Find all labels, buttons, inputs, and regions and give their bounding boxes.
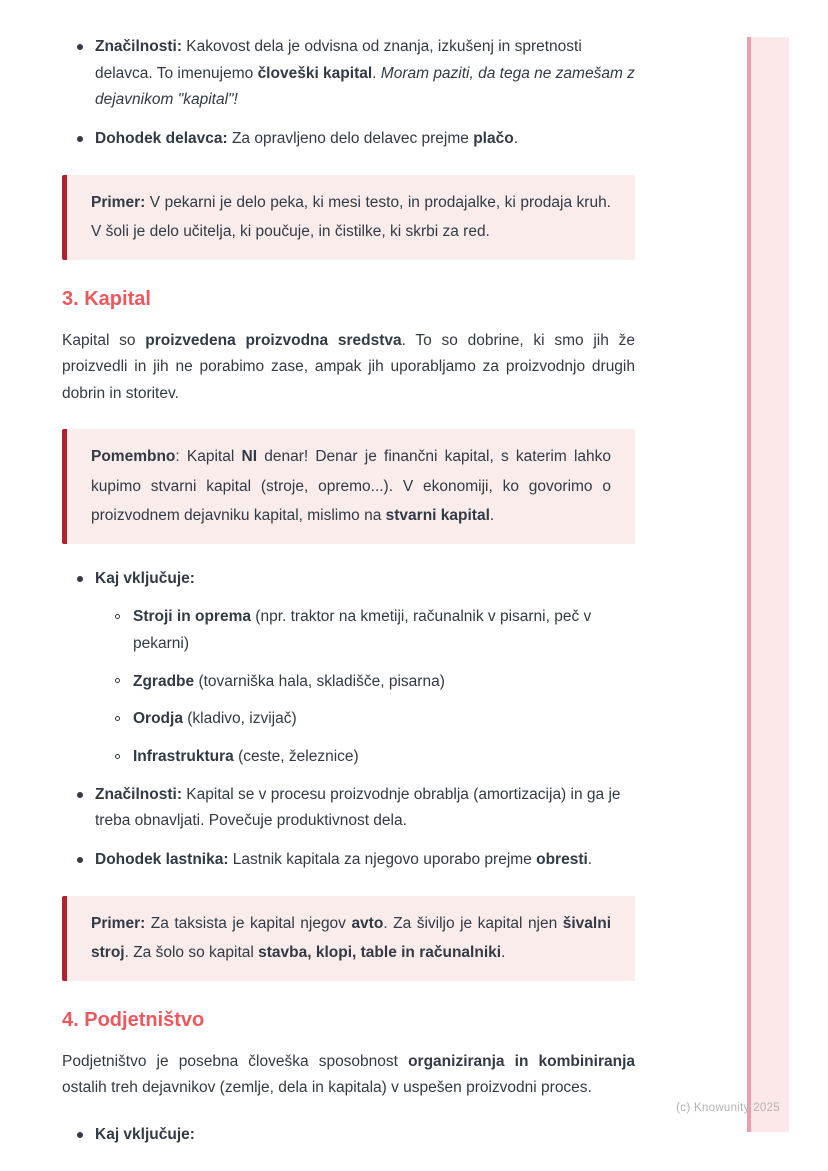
text-segment: . xyxy=(513,129,519,147)
callout-box xyxy=(62,429,635,543)
paragraph xyxy=(62,1049,635,1102)
circle-bullet-icon xyxy=(115,614,120,619)
text-segment: Pomembno xyxy=(91,448,176,466)
text-segment: Primer: xyxy=(91,193,146,211)
sub-list-item xyxy=(62,744,635,771)
text-segment: (npr. traktor na kmetiji, računalnik v pisarni, peč v pekarni) xyxy=(133,608,592,653)
text-segment: organiziranja in kombiniranja xyxy=(408,1052,635,1070)
sub-list-item xyxy=(62,706,635,733)
bullet-icon xyxy=(77,136,83,142)
list-item xyxy=(62,782,635,835)
text-segment: denar! Denar je finančni kapital, s katerim lahko kupimo stvarni kapital (stroje, opremo...). V ekonomiji, ko govorimo o proizvodnem dejavniku kapital, mislimo na xyxy=(91,448,612,525)
sub-list-item xyxy=(62,604,635,657)
text-segment: . xyxy=(501,944,506,962)
text-segment: Stroji in oprema xyxy=(133,608,251,626)
text-segment: Za taksista je kapital njegov xyxy=(145,914,352,932)
text-segment: Dohodek lastnika: xyxy=(95,851,229,869)
callout-text xyxy=(91,442,611,530)
callout-box xyxy=(62,175,635,260)
text-segment: . xyxy=(587,851,593,869)
text-segment: (ceste, železnice) xyxy=(233,748,359,766)
text-segment: . Za šolo so kapital xyxy=(124,944,259,962)
callout-text xyxy=(91,909,611,968)
text-segment: . Za šiviljo je kapital njen xyxy=(383,914,563,932)
circle-bullet-icon xyxy=(115,678,120,683)
text-segment: Podjetništvo je posebna človeška sposobnost xyxy=(62,1052,409,1070)
circle-bullet-icon xyxy=(115,754,120,759)
list-item xyxy=(62,34,635,114)
text-segment: Lastnik kapitala za njegovo uporabo prejme xyxy=(228,851,537,869)
text-segment: Zgradbe xyxy=(133,672,195,690)
text-segment: (tovarniška hala, skladišče, pisarna) xyxy=(194,672,445,690)
bullet-icon xyxy=(77,792,83,798)
text-segment: Infrastruktura xyxy=(133,748,234,766)
bullet-icon xyxy=(77,857,83,863)
text-segment: stvarni kapital xyxy=(385,507,490,525)
list-item xyxy=(62,566,635,593)
text-segment: stavba, klopi, table in računalniki xyxy=(258,944,502,962)
text-segment: V pekarni je delo peka, ki mesi testo, in prodajalke, ki prodaja kruh. V šoli je delo učitelja, ki poučuje, in čistilke, ki skrbi za red. xyxy=(91,193,611,241)
section-heading: 4. Podjetništvo xyxy=(62,1008,205,1031)
text-segment: Kapital so xyxy=(62,331,146,349)
text-segment: . xyxy=(489,507,495,525)
text-segment: proizvedena proizvodna sredstva xyxy=(145,331,402,349)
text-segment: plačo xyxy=(473,129,514,147)
sub-list-item xyxy=(62,669,635,696)
text-segment: Primer: xyxy=(91,914,146,932)
text-segment: Značilnosti: xyxy=(95,785,182,803)
text-segment: Dohodek delavca: xyxy=(95,129,228,147)
text-segment: . To so dobrine, ki smo jih že proizvedli in jih ne porabimo zase, ampak jih uporabljamo za proizvodnjo drugih dobrin in storitev. xyxy=(62,331,635,402)
copyright-note: (c) Knowunity 2025 xyxy=(676,1102,780,1114)
text-segment: šivalni stroj xyxy=(91,914,611,962)
text-segment: Kaj vključuje: xyxy=(95,1125,195,1143)
bullet-icon xyxy=(77,44,83,50)
text-segment: Za opravljeno delo delavec prejme xyxy=(227,129,474,147)
text-segment: avto xyxy=(351,914,384,932)
text-segment: : Kapital xyxy=(175,448,242,466)
text-segment: Kakovost dela je odvisna od znanja, izkušenj in spretnosti delavca. To imenujemo xyxy=(95,38,582,82)
list-item xyxy=(62,847,635,874)
text-segment: (kladivo, izvijač) xyxy=(182,710,297,728)
text-segment: Moram paziti, da tega ne zamešam z dejavnikom "kapital"! xyxy=(95,64,635,109)
text-segment: človeški kapital xyxy=(257,64,373,82)
text-segment: Značilnosti: xyxy=(95,38,182,55)
bullet-icon xyxy=(77,1132,83,1138)
list-item xyxy=(62,126,635,153)
text-segment: Kaj vključuje: xyxy=(95,569,195,587)
callout-text xyxy=(91,188,611,247)
callout-box xyxy=(62,896,635,981)
text-segment: ostalih treh dejavnikov (zemlje, dela in kapitala) v uspešen proizvodni proces. xyxy=(62,1079,592,1097)
text-segment: NI xyxy=(241,448,258,466)
text-segment: . xyxy=(372,64,381,82)
text-segment: Orodja xyxy=(133,710,183,728)
bullet-icon xyxy=(77,576,83,582)
list-item xyxy=(62,1122,635,1149)
text-segment: obresti xyxy=(536,851,588,869)
circle-bullet-icon xyxy=(115,716,120,721)
section-heading: 3. Kapital xyxy=(62,287,151,310)
paragraph xyxy=(62,328,635,408)
text-segment: Kapital se v procesu proizvodnje obrablja (amortizacija) in ga je treba obnavljati. Povečuje produktivnost dela. xyxy=(95,785,621,830)
